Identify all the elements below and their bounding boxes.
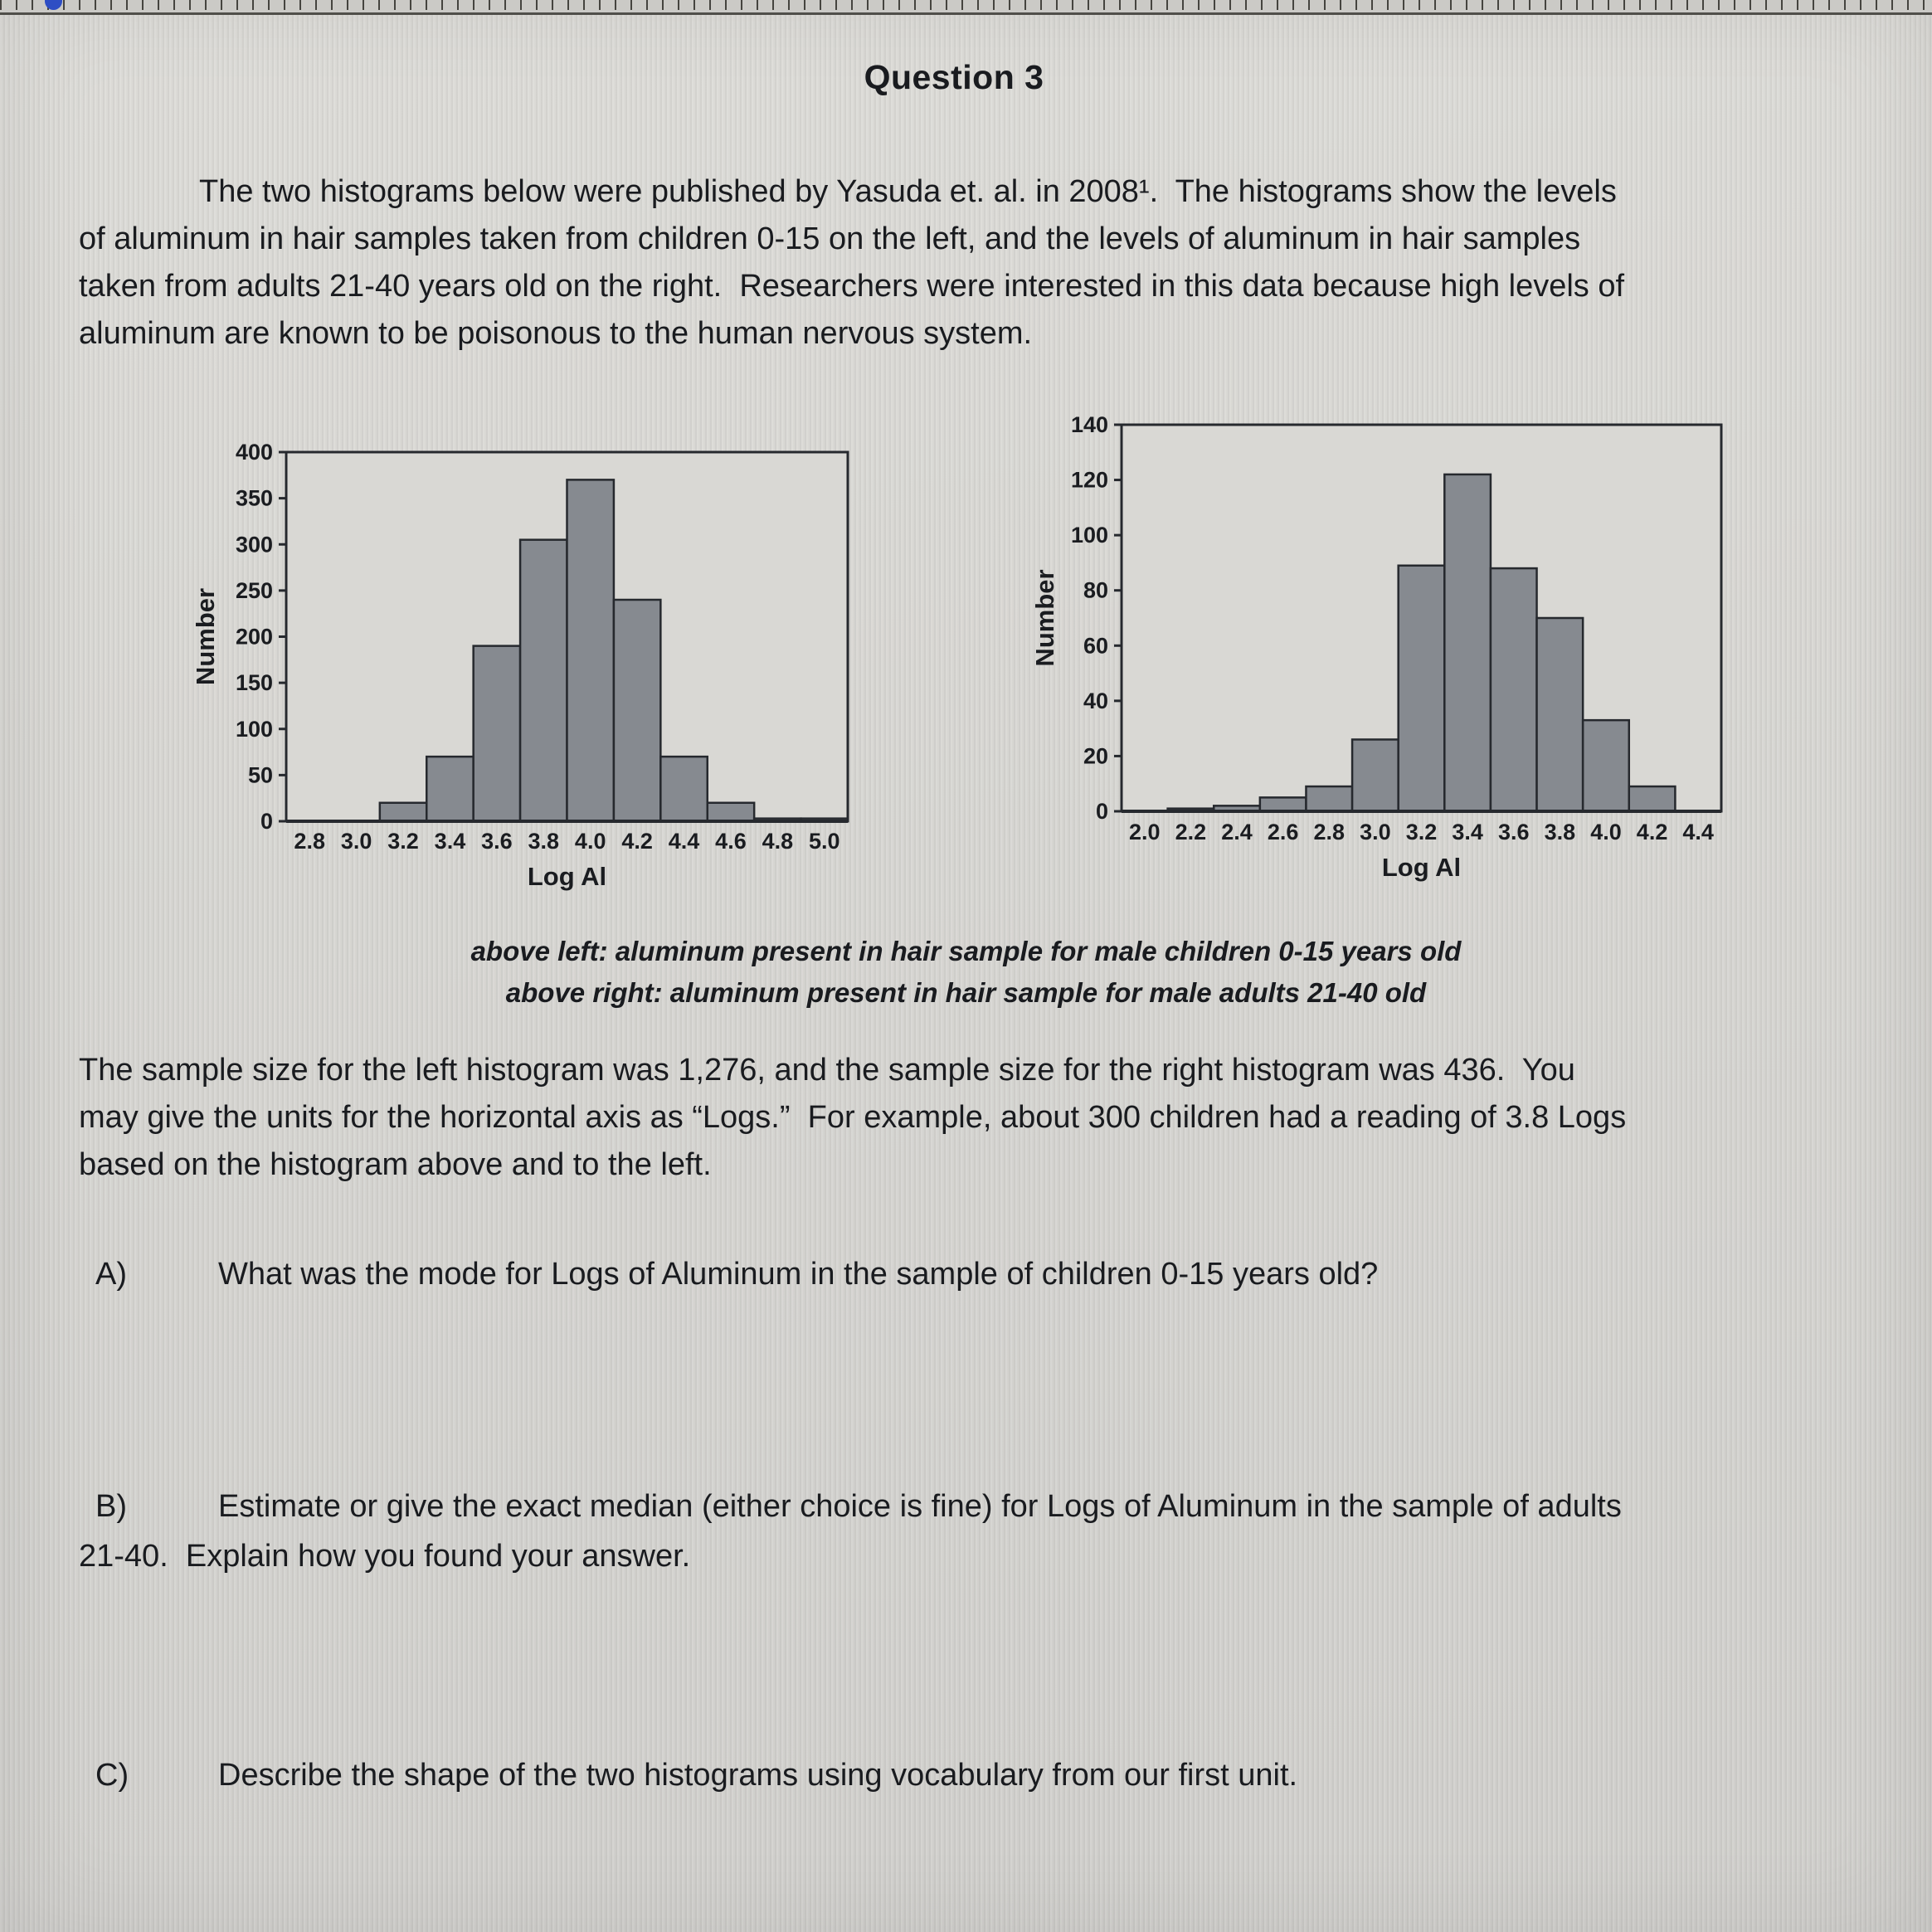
- y-tick-label: 250: [235, 577, 273, 603]
- question-b: [79, 1482, 1891, 1581]
- bar-4.4: [660, 757, 707, 821]
- y-tick-label: 0: [260, 809, 273, 834]
- y-tick-label: 200: [235, 624, 273, 650]
- bar-3.6: [474, 646, 520, 821]
- y-tick-label: 300: [235, 532, 273, 557]
- question-b-text: Estimate or give the exact median (either choice is fine) for Logs of Aluminum in the sample of adults: [218, 1489, 1622, 1524]
- bar-3.8: [520, 540, 567, 821]
- y-tick-label: 350: [235, 485, 273, 511]
- x-tick-label: 3.4: [1452, 820, 1483, 844]
- x-tick-label: 4.2: [1636, 820, 1668, 844]
- left-histogram: [182, 427, 912, 917]
- question-a-label: A): [95, 1257, 127, 1292]
- question-a-text: What was the mode for Logs of Aluminum in the sample of children 0-15 years old?: [218, 1257, 1379, 1292]
- x-tick-label: 3.8: [528, 829, 560, 854]
- y-tick-label: 0: [1095, 799, 1108, 824]
- caption-right: above right: aluminum present in hair sample for male adults 21-40 old: [505, 977, 1427, 1008]
- ruler-cursor-marker[interactable]: [45, 0, 62, 10]
- bar-4: [567, 479, 614, 821]
- bar-4.6: [708, 803, 754, 821]
- y-axis-title: Number: [1030, 569, 1059, 667]
- x-tick-label: 3.0: [340, 829, 372, 854]
- x-tick-label: 3.0: [1360, 820, 1391, 844]
- figure-captions: [0, 931, 1932, 1014]
- bar-3.8: [1537, 618, 1584, 811]
- bar-3.4: [1444, 474, 1491, 811]
- right-histogram: [1029, 400, 1742, 898]
- sample-size-paragraph: [79, 1047, 1883, 1189]
- y-axis-title: Number: [191, 587, 220, 686]
- x-axis-title: Log Al: [527, 862, 607, 891]
- sample-line: may give the units for the horizontal axis as “Logs.” For example, about 300 children had a reading of 3.8 Logs: [79, 1100, 1627, 1135]
- question-c: [79, 1750, 1891, 1800]
- x-tick-label: 3.2: [387, 829, 419, 854]
- x-tick-label: 4.0: [574, 829, 606, 854]
- y-tick-label: 150: [235, 670, 273, 696]
- x-tick-label: 2.2: [1175, 820, 1207, 844]
- question-b-text-line2: 21-40. Explain how you found your answer.: [79, 1539, 691, 1574]
- y-tick-label: 400: [235, 440, 273, 465]
- question-c-label: C): [95, 1758, 129, 1793]
- x-tick-label: 4.4: [668, 829, 700, 854]
- y-tick-label: 140: [1070, 412, 1108, 437]
- question-a: [79, 1249, 1891, 1299]
- x-tick-label: 3.6: [481, 829, 513, 854]
- x-tick-label: 3.8: [1544, 820, 1576, 844]
- x-tick-label: 3.6: [1497, 820, 1530, 844]
- intro-line: of aluminum in hair samples taken from children 0-15 on the left, and the levels of aluminum in hair samples: [79, 221, 1581, 256]
- x-tick-label: 4.8: [762, 829, 794, 854]
- question-c-text: Describe the shape of the two histograms using vocabulary from our first unit.: [218, 1758, 1298, 1793]
- x-tick-label: 3.2: [1405, 820, 1438, 844]
- caption-left: above left: aluminum present in hair sample for male children 0-15 years old: [470, 936, 1462, 966]
- intro-paragraph: [79, 168, 1883, 358]
- x-tick-label: 4.0: [1590, 820, 1622, 844]
- x-tick-label: 4.2: [621, 829, 653, 854]
- sample-line: The sample size for the left histogram was 1,276, and the sample size for the right histogram was 436. You: [79, 1053, 1575, 1088]
- bar-2.8: [1306, 786, 1352, 811]
- bar-4.2: [614, 600, 660, 821]
- x-tick-label: 2.4: [1221, 820, 1253, 844]
- x-tick-label: 4.6: [715, 829, 747, 854]
- bar-2.6: [1260, 797, 1307, 811]
- x-tick-label: 3.4: [434, 829, 466, 854]
- bar-3.2: [380, 803, 426, 821]
- bar-3.4: [426, 757, 473, 821]
- intro-line: aluminum are known to be poisonous to the human nervous system.: [79, 316, 1033, 351]
- x-tick-label: 5.0: [809, 829, 840, 854]
- y-tick-label: 80: [1083, 577, 1108, 603]
- y-tick-label: 60: [1083, 633, 1108, 659]
- x-tick-label: 2.8: [1313, 820, 1346, 844]
- x-tick-label: 2.6: [1267, 820, 1299, 844]
- bar-3.2: [1399, 566, 1445, 811]
- x-tick-label: 2.0: [1129, 820, 1161, 844]
- intro-line: The two histograms below were published by Yasuda et. al. in 2008¹. The histograms show the levels: [199, 174, 1617, 209]
- y-tick-label: 100: [1070, 523, 1108, 548]
- bar-4.2: [1629, 786, 1676, 811]
- bar-4: [1583, 720, 1629, 811]
- ruler: [0, 0, 1932, 15]
- page-title: Question 3: [864, 58, 1044, 96]
- bar-3: [1352, 739, 1399, 811]
- y-tick-label: 100: [235, 716, 273, 742]
- y-tick-label: 20: [1083, 743, 1108, 769]
- bar-3.6: [1491, 568, 1537, 811]
- x-tick-label: 4.4: [1682, 820, 1714, 844]
- x-tick-label: 2.8: [294, 829, 325, 854]
- intro-line: taken from adults 21-40 years old on the right. Researchers were interested in this data because high levels of: [79, 269, 1625, 304]
- question-b-label: B): [95, 1489, 127, 1524]
- y-tick-label: 40: [1083, 688, 1108, 713]
- y-tick-label: 50: [247, 762, 273, 788]
- y-tick-label: 120: [1070, 467, 1108, 493]
- x-axis-title: Log Al: [1381, 853, 1462, 882]
- sample-line: based on the histogram above and to the left.: [79, 1147, 712, 1182]
